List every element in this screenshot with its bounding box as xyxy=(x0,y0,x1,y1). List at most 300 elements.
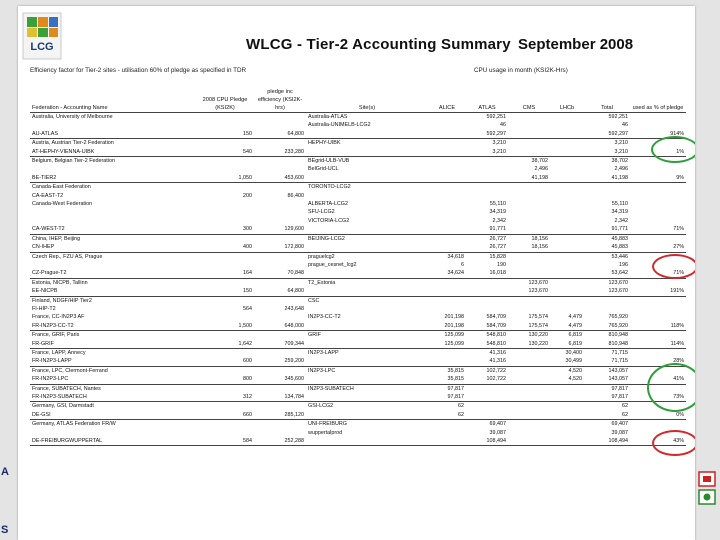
cell-pledge-efficiency xyxy=(254,139,306,148)
cell-used-pct: 71% xyxy=(630,269,686,278)
cell-used-pct xyxy=(630,192,686,200)
highlight-ring-in2p3-cc xyxy=(647,363,695,412)
cell-federation: Czech Rep., FZU AS, Prague xyxy=(32,253,103,260)
cell-total: 62 xyxy=(584,411,630,420)
table-row xyxy=(30,165,686,173)
cell-cms xyxy=(508,305,550,313)
cell-lhcb xyxy=(550,130,584,139)
cell-cms xyxy=(508,348,550,357)
cell-lhcb: 4,520 xyxy=(550,375,584,384)
cell-lhcb: 6,819 xyxy=(568,332,582,339)
cell-alice: 62 xyxy=(428,411,466,420)
cell-total: 3,210 xyxy=(614,140,628,147)
table-row xyxy=(30,243,686,252)
cell-total: 592,251 xyxy=(608,114,628,120)
table-row xyxy=(30,278,686,287)
cell-cms xyxy=(508,393,550,402)
cell-cms xyxy=(508,139,550,148)
cell-pledge-efficiency xyxy=(254,234,306,243)
cell-lhcb: 30,499 xyxy=(550,357,584,366)
cell-lhcb xyxy=(550,411,584,420)
cell-atlas: 15,828 xyxy=(489,253,506,260)
cell-lhcb xyxy=(550,305,584,313)
cell-pledge-efficiency xyxy=(254,420,306,429)
cell-total: 3,210 xyxy=(584,148,630,157)
cell-alice xyxy=(428,157,466,166)
cell-site xyxy=(306,375,428,384)
cell-pledge xyxy=(196,234,254,243)
cell-pledge: 312 xyxy=(196,393,254,402)
cell-pledge xyxy=(196,200,254,208)
cell-site xyxy=(306,393,428,402)
cell-atlas: 34,319 xyxy=(489,209,506,216)
cell-atlas: 190 xyxy=(497,261,506,268)
cell-federation xyxy=(30,208,196,216)
cell-pledge xyxy=(196,296,254,305)
cell-site xyxy=(306,411,428,420)
cell-site xyxy=(306,225,428,234)
cell-atlas xyxy=(466,192,508,200)
cell-pledge-efficiency xyxy=(254,261,306,269)
cell-used-pct xyxy=(630,234,686,243)
cell-atlas xyxy=(466,296,508,305)
cell-federation: France, CC-IN2P3 AF xyxy=(32,314,85,321)
table-row xyxy=(30,313,686,321)
cell-cms xyxy=(508,411,550,420)
cell-cms: 130,220 xyxy=(528,332,548,339)
cell-lhcb xyxy=(550,252,584,261)
svg-text:LCG: LCG xyxy=(30,41,54,53)
cell-site xyxy=(306,322,428,331)
cell-alice xyxy=(428,348,466,357)
cell-lhcb xyxy=(550,165,584,173)
cell-lhcb xyxy=(550,296,584,305)
cell-atlas: 16,018 xyxy=(466,269,508,278)
cell-lhcb xyxy=(550,269,584,278)
cell-pledge xyxy=(196,429,254,437)
cell-atlas: 102,722 xyxy=(466,375,508,384)
cell-pledge-efficiency: 70,848 xyxy=(254,269,306,278)
cell-atlas: 584,709 xyxy=(486,314,506,321)
cell-cms xyxy=(508,148,550,157)
cell-pledge xyxy=(196,348,254,357)
table-row xyxy=(30,121,686,129)
cell-total: 38,702 xyxy=(611,158,628,165)
cell-used-pct: 114% xyxy=(630,340,686,349)
cell-cms xyxy=(508,252,550,261)
cell-total: 55,110 xyxy=(611,201,628,208)
col-header-used-pct: used as % of pledge xyxy=(630,88,686,113)
cell-atlas xyxy=(466,287,508,296)
table-row xyxy=(30,384,686,393)
cell-used-pct: 43% xyxy=(630,437,686,446)
cell-total: 97,817 xyxy=(584,393,630,402)
cell-pledge xyxy=(196,113,254,122)
cell-federation: Estonia, NICPB, Tallinn xyxy=(32,279,88,286)
cell-pledge: 150 xyxy=(196,130,254,139)
cell-used-pct xyxy=(630,296,686,305)
cell-cms xyxy=(508,183,550,192)
cell-used-pct xyxy=(630,313,686,321)
cell-pledge: 564 xyxy=(243,305,252,312)
col-header-sites: Site(s) xyxy=(306,88,428,113)
table-row xyxy=(30,340,686,349)
cell-total xyxy=(584,296,630,305)
cell-alice xyxy=(428,192,466,200)
table-row xyxy=(30,174,686,183)
cell-site xyxy=(306,437,428,446)
table-row xyxy=(30,331,686,340)
cell-pledge: 1,500 xyxy=(196,322,254,331)
cell-pledge: 400 xyxy=(196,243,254,252)
cell-alice xyxy=(428,287,466,296)
cell-total: 2,342 xyxy=(614,217,628,224)
cell-federation: Finland, NDGF/HIP Tier2 xyxy=(32,297,92,304)
cell-federation: FR-GRIF xyxy=(30,340,196,349)
cell-pledge-efficiency: 259,200 xyxy=(254,357,306,366)
cell-cms xyxy=(508,375,550,384)
cell-site: UNI-FREIBURG xyxy=(308,421,347,428)
cell-used-pct: 191% xyxy=(630,287,686,296)
cell-pledge-efficiency xyxy=(254,278,306,287)
cell-alice: 125,099 xyxy=(428,340,466,349)
cell-site: ALBERTA-LCG2 xyxy=(308,201,348,208)
cell-federation: China, IHEP, Beijing xyxy=(32,235,81,242)
cell-site: BelGrid-UCL xyxy=(308,166,339,173)
cell-alice xyxy=(428,113,466,122)
cell-atlas: 592,297 xyxy=(466,130,508,139)
cell-pledge: 164 xyxy=(196,269,254,278)
cell-site xyxy=(306,130,428,139)
cell-pledge-efficiency: 285,120 xyxy=(254,411,306,420)
cell-atlas: 26,727 xyxy=(466,243,508,252)
cell-federation: FR-IN2P3-LPC xyxy=(30,375,196,384)
cell-used-pct: 9% xyxy=(630,174,686,183)
cell-cms xyxy=(508,429,550,437)
cell-lhcb xyxy=(550,183,584,192)
cell-site: wuppertalprod xyxy=(308,429,343,436)
cell-lhcb xyxy=(550,393,584,402)
cell-federation: Austria, Austrian Tier-2 Federation xyxy=(32,140,114,147)
cell-atlas: 55,110 xyxy=(489,201,506,208)
cell-total: 45,883 xyxy=(611,235,628,242)
cell-cms xyxy=(508,296,550,305)
cell-federation: Germany, ATLAS Federation FR/W xyxy=(32,421,116,428)
cell-pledge-efficiency xyxy=(254,348,306,357)
cell-pledge xyxy=(196,402,254,411)
cell-cms xyxy=(508,366,550,375)
cell-used-pct xyxy=(630,331,686,340)
cell-lhcb: 4,479 xyxy=(568,314,582,321)
cell-atlas xyxy=(466,174,508,183)
cell-site xyxy=(306,305,428,313)
cell-alice xyxy=(428,234,466,243)
cell-atlas xyxy=(466,278,508,287)
cell-pledge xyxy=(196,278,254,287)
table-row xyxy=(30,148,686,157)
cell-atlas: 3,210 xyxy=(466,148,508,157)
cell-federation xyxy=(30,261,196,269)
cell-atlas: 108,494 xyxy=(466,437,508,446)
cell-alice xyxy=(428,200,466,208)
cell-lhcb: 4,479 xyxy=(550,322,584,331)
cell-federation: France, SUBATECH, Nantes xyxy=(32,385,101,392)
cell-alice: 6 xyxy=(461,261,464,268)
cell-pledge-efficiency xyxy=(254,157,306,166)
cell-atlas: 2,342 xyxy=(492,217,506,224)
highlight-ring-au-atlas xyxy=(651,136,695,163)
cell-site: SFU-LCG2 xyxy=(308,209,335,216)
cell-total: 810,948 xyxy=(608,332,628,339)
cell-pledge xyxy=(196,331,254,340)
cell-used-pct xyxy=(630,420,686,429)
cell-total: 34,319 xyxy=(611,209,628,216)
cell-pledge: 540 xyxy=(196,148,254,157)
table-row xyxy=(30,130,686,139)
cell-alice xyxy=(428,217,466,225)
cell-atlas xyxy=(466,393,508,402)
cell-pledge-efficiency: 453,600 xyxy=(254,174,306,183)
cell-atlas: 41,316 xyxy=(489,349,506,356)
cell-used-pct: 118% xyxy=(630,322,686,331)
table-body xyxy=(30,113,686,446)
cell-federation: FR-IN2P3-LAPP xyxy=(30,357,196,366)
table-row xyxy=(30,183,686,192)
report-month: September 2008 xyxy=(518,36,634,53)
col-header-lhcb: LHCb xyxy=(550,88,584,113)
accounting-table xyxy=(30,88,686,446)
cell-pledge-efficiency xyxy=(254,384,306,393)
cell-total: 69,407 xyxy=(611,421,628,428)
cell-total: 71,715 xyxy=(611,349,628,356)
cell-lhcb xyxy=(550,174,584,183)
cell-lhcb xyxy=(550,384,584,393)
cell-atlas: 592,251 xyxy=(486,114,506,120)
cell-cms xyxy=(508,200,550,208)
cell-site: praguelcg2 xyxy=(308,253,335,260)
table-row xyxy=(30,322,686,331)
cell-total: 143,057 xyxy=(608,367,628,374)
cell-total: 62 xyxy=(622,403,628,410)
table-row xyxy=(30,261,686,269)
cell-pledge-efficiency xyxy=(254,366,306,375)
cell-lhcb: 6,819 xyxy=(550,340,584,349)
cell-federation: Belgium, Belgian Tier-2 Federation xyxy=(32,158,115,165)
cell-total: 45,883 xyxy=(584,243,630,252)
cell-alice xyxy=(428,165,466,173)
cell-atlas: 41,316 xyxy=(466,357,508,366)
cell-used-pct: 73% xyxy=(630,393,686,402)
cell-federation xyxy=(30,429,196,437)
cell-lhcb xyxy=(550,113,584,122)
cell-pledge: 1,050 xyxy=(196,174,254,183)
cell-atlas xyxy=(466,402,508,411)
cell-atlas: 584,709 xyxy=(466,322,508,331)
cell-total: 97,817 xyxy=(611,385,628,392)
cell-used-pct: 41% xyxy=(630,375,686,384)
cell-cms xyxy=(508,113,550,122)
cell-used-pct: 27% xyxy=(630,243,686,252)
cell-pledge-efficiency: 64,800 xyxy=(254,130,306,139)
cell-cms xyxy=(508,217,550,225)
cell-atlas xyxy=(466,165,508,173)
cell-federation xyxy=(30,165,196,173)
table-row xyxy=(30,393,686,402)
cell-site: IN2P3-LPC xyxy=(308,367,336,374)
cell-pledge xyxy=(196,157,254,166)
cell-site: GRIF xyxy=(308,332,321,339)
cell-total: 123,670 xyxy=(608,279,628,286)
cell-cms: 38,702 xyxy=(531,158,548,165)
cell-atlas: 39,087 xyxy=(489,429,506,436)
cell-federation: Germany, GSI, Darmstadt xyxy=(32,403,94,410)
cell-site: IN2P3-LAPP xyxy=(308,349,339,356)
cell-federation: CA-WEST-T2 xyxy=(30,225,196,234)
cell-pledge: 1,642 xyxy=(196,340,254,349)
cell-alice xyxy=(428,130,466,139)
cell-cms xyxy=(508,357,550,366)
cell-site xyxy=(306,357,428,366)
cell-pledge xyxy=(196,165,254,173)
table-row xyxy=(30,225,686,234)
table-row xyxy=(30,305,686,313)
cell-alice xyxy=(428,183,466,192)
cell-alice: 35,815 xyxy=(447,367,464,374)
cell-federation xyxy=(30,121,196,129)
cell-lhcb xyxy=(550,278,584,287)
lcg-logo xyxy=(22,12,62,60)
cell-alice: 201,198 xyxy=(444,314,464,321)
cell-atlas: 91,771 xyxy=(466,225,508,234)
cell-used-pct xyxy=(630,208,686,216)
cell-federation: DE-FREIBURGWUPPERTAL xyxy=(30,437,196,446)
table-row xyxy=(30,217,686,225)
cell-federation: Australia, University of Melbourne xyxy=(32,114,113,120)
cell-lhcb xyxy=(550,200,584,208)
cell-total: 765,920 xyxy=(608,314,628,321)
cell-federation: Canada-West Federation xyxy=(32,201,93,208)
cell-alice xyxy=(428,225,466,234)
cell-federation: AT-HEPHY-VIENNA-UIBK xyxy=(30,148,196,157)
cell-lhcb xyxy=(550,157,584,166)
cell-federation: Canada-East Federation xyxy=(32,184,91,191)
cell-atlas: 46 xyxy=(500,122,506,129)
cell-total: 592,297 xyxy=(584,130,630,139)
cell-cms: 18,156 xyxy=(508,243,550,252)
cell-federation: FR-IN2P3-CC-T2 xyxy=(30,322,196,331)
cell-pledge-efficiency: 709,344 xyxy=(254,340,306,349)
col-header-atlas: ATLAS xyxy=(466,88,508,113)
cell-pledge xyxy=(196,139,254,148)
cell-federation: CN-IHEP xyxy=(30,243,196,252)
left-edge-letter-2: S xyxy=(1,524,9,536)
cell-atlas xyxy=(466,183,508,192)
table-row xyxy=(30,252,686,261)
efficiency-note: Efficiency factor for Tier-2 sites - utilisation 60% of pledge as specified in TDR xyxy=(30,67,247,74)
cell-atlas: 548,810 xyxy=(486,332,506,339)
cell-pledge xyxy=(196,183,254,192)
cell-used-pct: 1% xyxy=(630,148,686,157)
cell-pledge-efficiency: 129,600 xyxy=(254,225,306,234)
cell-pledge: 300 xyxy=(196,225,254,234)
cell-cms: 175,574 xyxy=(528,314,548,321)
cell-pledge xyxy=(196,420,254,429)
cell-pledge xyxy=(196,208,254,216)
cell-site: VICTORIA-LCG2 xyxy=(308,217,350,224)
cell-federation: BE-TIER2 xyxy=(30,174,196,183)
cell-used-pct xyxy=(630,348,686,357)
cell-alice xyxy=(428,208,466,216)
cell-federation: DE-GSI xyxy=(30,411,196,420)
cell-used-pct: 28% xyxy=(630,357,686,366)
cell-used-pct: 0% xyxy=(630,411,686,420)
footer-logo-strip xyxy=(697,470,717,522)
cell-federation: France, LPC, Clermont-Ferrand xyxy=(32,367,108,374)
table-row xyxy=(30,139,686,148)
cell-pledge-efficiency: 252,288 xyxy=(254,437,306,446)
cell-cms: 175,574 xyxy=(508,322,550,331)
cell-used-pct xyxy=(630,278,686,287)
cell-site: IN2P3-SUBATECH xyxy=(308,385,354,392)
slide-sheet xyxy=(18,6,695,540)
cell-total xyxy=(584,183,630,192)
cell-total: 53,642 xyxy=(584,269,630,278)
cell-total: 765,920 xyxy=(584,322,630,331)
cell-site xyxy=(306,243,428,252)
cell-pledge xyxy=(196,217,254,225)
table-row xyxy=(30,420,686,429)
cell-site xyxy=(306,269,428,278)
cell-pledge-efficiency xyxy=(254,252,306,261)
cell-cms: 130,220 xyxy=(508,340,550,349)
cell-total: 143,057 xyxy=(584,375,630,384)
cell-atlas xyxy=(466,157,508,166)
cell-lhcb xyxy=(550,234,584,243)
cell-pledge-efficiency xyxy=(254,183,306,192)
cell-total: 41,198 xyxy=(584,174,630,183)
cell-site: GSI-LCG2 xyxy=(308,403,334,410)
cell-pledge-efficiency: 172,800 xyxy=(254,243,306,252)
cell-total: 123,670 xyxy=(584,287,630,296)
cell-cms xyxy=(508,269,550,278)
cell-cms xyxy=(508,192,550,200)
col-header-alice: ALICE xyxy=(428,88,466,113)
cell-pledge xyxy=(196,366,254,375)
col-header-pledge: 2008 CPU Pledge (KSI2K) xyxy=(196,88,254,113)
cell-alice xyxy=(428,429,466,437)
cell-alice: 201,198 xyxy=(428,322,466,331)
cell-alice: 34,624 xyxy=(428,269,466,278)
cell-alice: 34,618 xyxy=(447,253,464,260)
cell-site: prague_cesnet_lcg2 xyxy=(308,261,357,268)
cell-cms xyxy=(508,208,550,216)
cell-lhcb xyxy=(550,420,584,429)
table-row xyxy=(30,200,686,208)
cell-pledge-efficiency xyxy=(254,402,306,411)
cell-lhcb xyxy=(550,192,584,200)
cell-cms xyxy=(508,402,550,411)
cell-pledge: 200 xyxy=(243,192,252,199)
cell-cms xyxy=(508,121,550,129)
cell-atlas: 26,727 xyxy=(489,235,506,242)
cell-pledge-efficiency: 86,400 xyxy=(287,192,304,199)
cell-total xyxy=(584,192,630,200)
cell-pledge-efficiency xyxy=(254,200,306,208)
cell-site: Australia-UNIMELB-LCG2 xyxy=(308,122,371,129)
table-row xyxy=(30,375,686,384)
cell-used-pct xyxy=(630,183,686,192)
cell-pledge-efficiency xyxy=(254,165,306,173)
